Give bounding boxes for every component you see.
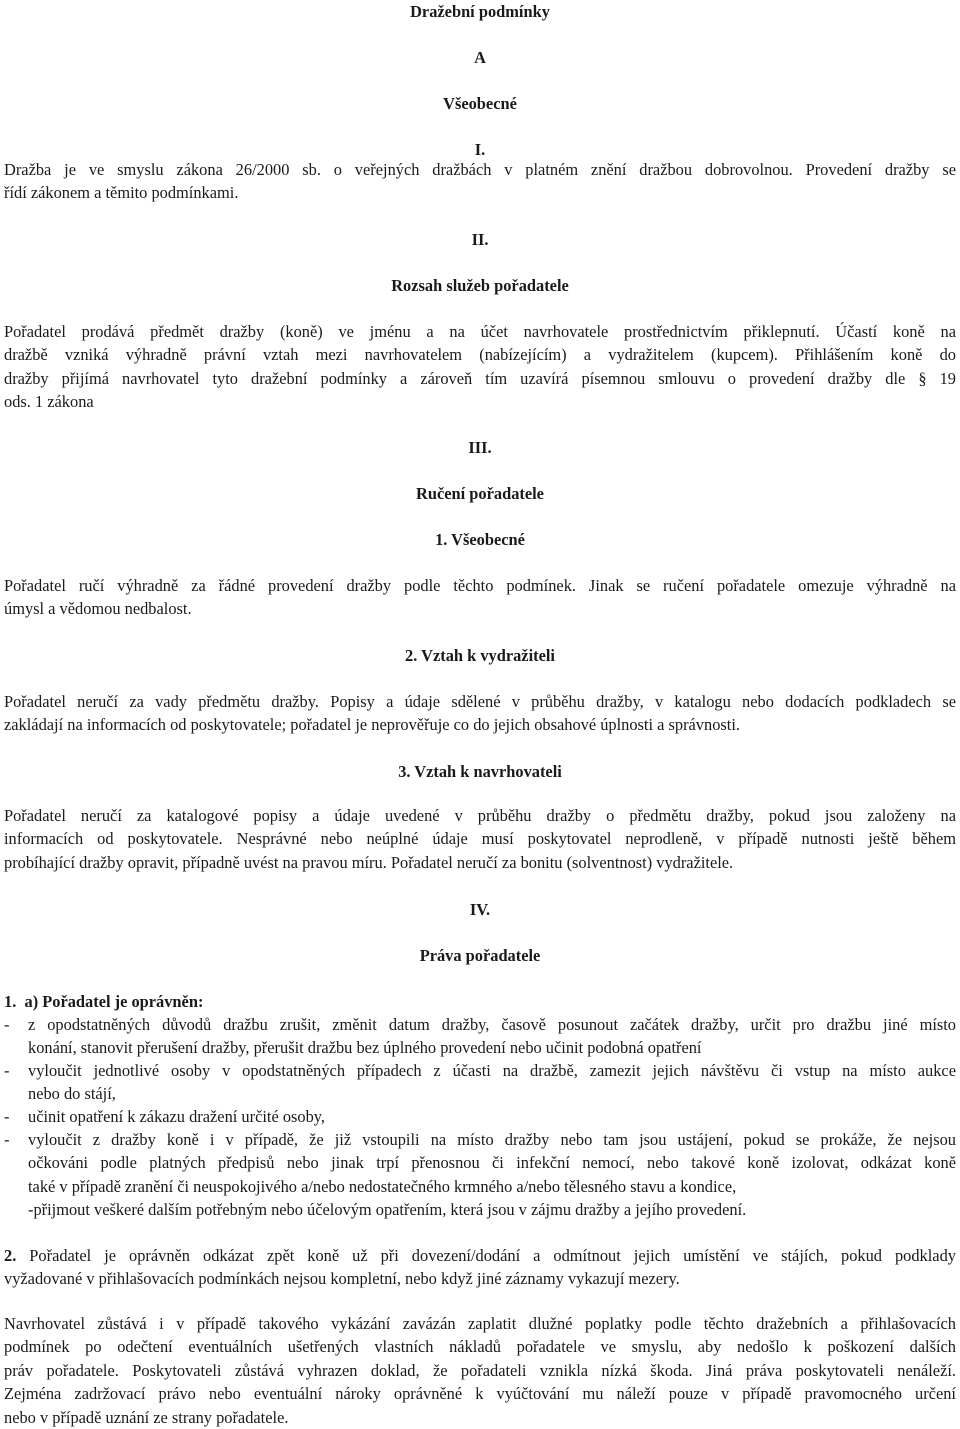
list-dash: - — [4, 1015, 10, 1034]
text-line: informacích od poskytovatele. Nesprávné nebo neúplné údaje musí poskytovatel neprodleně, v případě nutnosti ještě během — [4, 829, 956, 849]
subsection-1-paragraph — [4, 574, 956, 621]
section-number-1: I. — [474, 140, 486, 159]
list-dash: - — [4, 1061, 10, 1080]
section-title-2: Rozsah služeb pořadatele — [391, 276, 569, 295]
part-title: Všeobecné — [443, 94, 517, 113]
paragraph-2-number: 2. — [4, 1246, 17, 1265]
text-line: Zejména zadržovací právo nebo eventuální nároky oprávněné k vyúčtování mu náleží pouze v případě pravomocného určení — [4, 1384, 956, 1404]
text-line: učinit opatření k zákazu dražení určité osoby, — [28, 1107, 326, 1126]
list-item — [28, 1128, 956, 1222]
paragraph-2 — [4, 1244, 956, 1291]
rights-heading — [4, 990, 956, 1013]
text-line: vyloučit jednotlivé osoby v opodstatněných případech z účasti na dražbě, zamezit jejich návštěvu či vstup na místo aukce — [28, 1061, 956, 1080]
text-line: probíhající dražby opravit, případně uvést na pravou míru. Pořadatel neručí za bonitu (solventnost) vydražitele. — [4, 852, 734, 872]
list-dash: - — [4, 1130, 10, 1149]
list-item — [28, 1059, 956, 1106]
text-line — [4, 1244, 956, 1267]
document-title: Dražební podmínky — [410, 2, 550, 21]
text-line: úmysl a vědomou nedbalost. — [4, 599, 192, 619]
subsection-3-paragraph — [4, 804, 956, 874]
section-1-paragraph — [4, 158, 956, 205]
text-line: dražby přijímá navrhovatel tyto dražební podmínky a zároveň tím uzavírá písemnou smlouvu o provedení dražby dle § 19 — [4, 368, 956, 388]
section-title-4: Práva pořadatele — [419, 946, 541, 965]
text-line: dražbě vzniká výhradně právní vztah mezi navrhovatelem (nabízejícím) a vydražitelem (kupcem). Přihlášením koně do — [4, 345, 956, 365]
text-line: zakládají na informacích od poskytovatele; pořadatel je neprověřuje co do jejich obsahové úplnosti a správnosti. — [4, 715, 740, 735]
section-number-4: IV. — [469, 900, 491, 919]
text-line: konání, stanovit přerušení dražby, přerušit dražbu bez úplného provedení nebo učinit podobná opatření — [28, 1038, 702, 1058]
text-line: Pořadatel neručí za vady předmětu dražby. Popisy a údaje sdělené v průběhu dražby, v katalogu nebo dodacích podkladech se — [4, 692, 956, 711]
text-line: Dražba je ve smyslu zákona 26/2000 sb. o veřejných dražbách v platném znění dražbou dobrovolnou. Provedení dražby se — [4, 160, 956, 179]
paragraph-3 — [4, 1312, 956, 1429]
text-line: řídí zákonem a těmito podmínkami. — [4, 183, 239, 203]
text-line: nebo do stájí, — [28, 1084, 116, 1104]
text-line: práv pořadatele. Poskytovateli zůstává vyhrazen doklad, že pořadateli vznikla nízká škoda. Jiná práva poskytovateli nenáleží. — [4, 1360, 956, 1380]
text-line: nebo v případě uznání ze strany pořadatele. — [4, 1407, 289, 1427]
text-fragment: Pořadatel je oprávněn odkázat zpět koně už při dovezení/dodání a odmítnout jejich umístění ve stájích, pokud podklady — [29, 1246, 956, 1265]
subsection-title-2: 2. Vztah k vydražiteli — [405, 646, 555, 665]
text-line: Pořadatel prodává předmět dražby (koně) ve jménu a na účet navrhovatele prostřednictvím přiklepnutí. Účastí koně na — [4, 322, 956, 341]
subsection-2-paragraph — [4, 690, 956, 737]
text-line: z opodstatněných důvodů dražbu zrušit, změnit datum dražby, časově posunout začátek dražby, určit pro dražbu jiné místo — [28, 1015, 956, 1034]
rights-number: 1. — [4, 992, 17, 1011]
list-dash: - — [4, 1107, 10, 1126]
text-line: vyžadované v přihlašovacích podmínkách nejsou kompletní, nebo když jiné záznamy vykazují mezery. — [4, 1269, 680, 1289]
text-line: vyloučit z dražby koně i v případě, že již vstoupili na místo dražby nebo tam jsou ustájení, pokud se prokáže, že nejsou — [28, 1130, 956, 1149]
subsection-title-3: 3. Vztah k navrhovateli — [398, 762, 562, 781]
rights-heading-text: a) Pořadatel je oprávněn: — [24, 992, 204, 1011]
subsection-title-1: 1. Všeobecné — [435, 530, 525, 549]
text-line: očkováni podle platných předpisů nebo jinak trpí přenosnou či infekční nemocí, nebo takové koně izolovat, odkázat koně — [28, 1153, 956, 1173]
text-line: podmínek po odečtení eventuálních ušetřených vlastních nákladů pořadatele ve smyslu, aby nedošlo k poškození dalších — [4, 1337, 956, 1357]
text-line: Navrhovatel zůstává i v případě takového vykázání zavázán zaplatit dlužné poplatky podle těchto dražebních a přihlašovacích — [4, 1314, 956, 1333]
section-number-2: II. — [471, 230, 489, 249]
section-number-3: III. — [468, 438, 492, 457]
text-line: -přijmout veškeré dalším potřebným nebo účelovým opatřením, která jsou v zájmu dražby a jejího provedení. — [28, 1200, 747, 1220]
text-line: Pořadatel ručí výhradně za řádné provedení dražby podle těchto podmínek. Jinak se ručení pořadatele omezuje výhradně na — [4, 576, 956, 595]
part-letter: A — [474, 48, 486, 67]
list-item — [28, 1105, 956, 1128]
list-item — [28, 1013, 956, 1060]
section-title-3: Ručení pořadatele — [416, 484, 544, 503]
text-line: také v případě zranění či neuspokojivého a/nebo nedostatečného krmného a/nebo tělesného stavu a kondice, — [28, 1176, 737, 1196]
text-line: Pořadatel neručí za katalogové popisy a údaje uvedené v průběhu dražby o předmětu dražby, pokud jsou založeny na — [4, 806, 956, 825]
section-2-paragraph — [4, 320, 956, 414]
text-line: ods. 1 zákona — [4, 392, 94, 412]
